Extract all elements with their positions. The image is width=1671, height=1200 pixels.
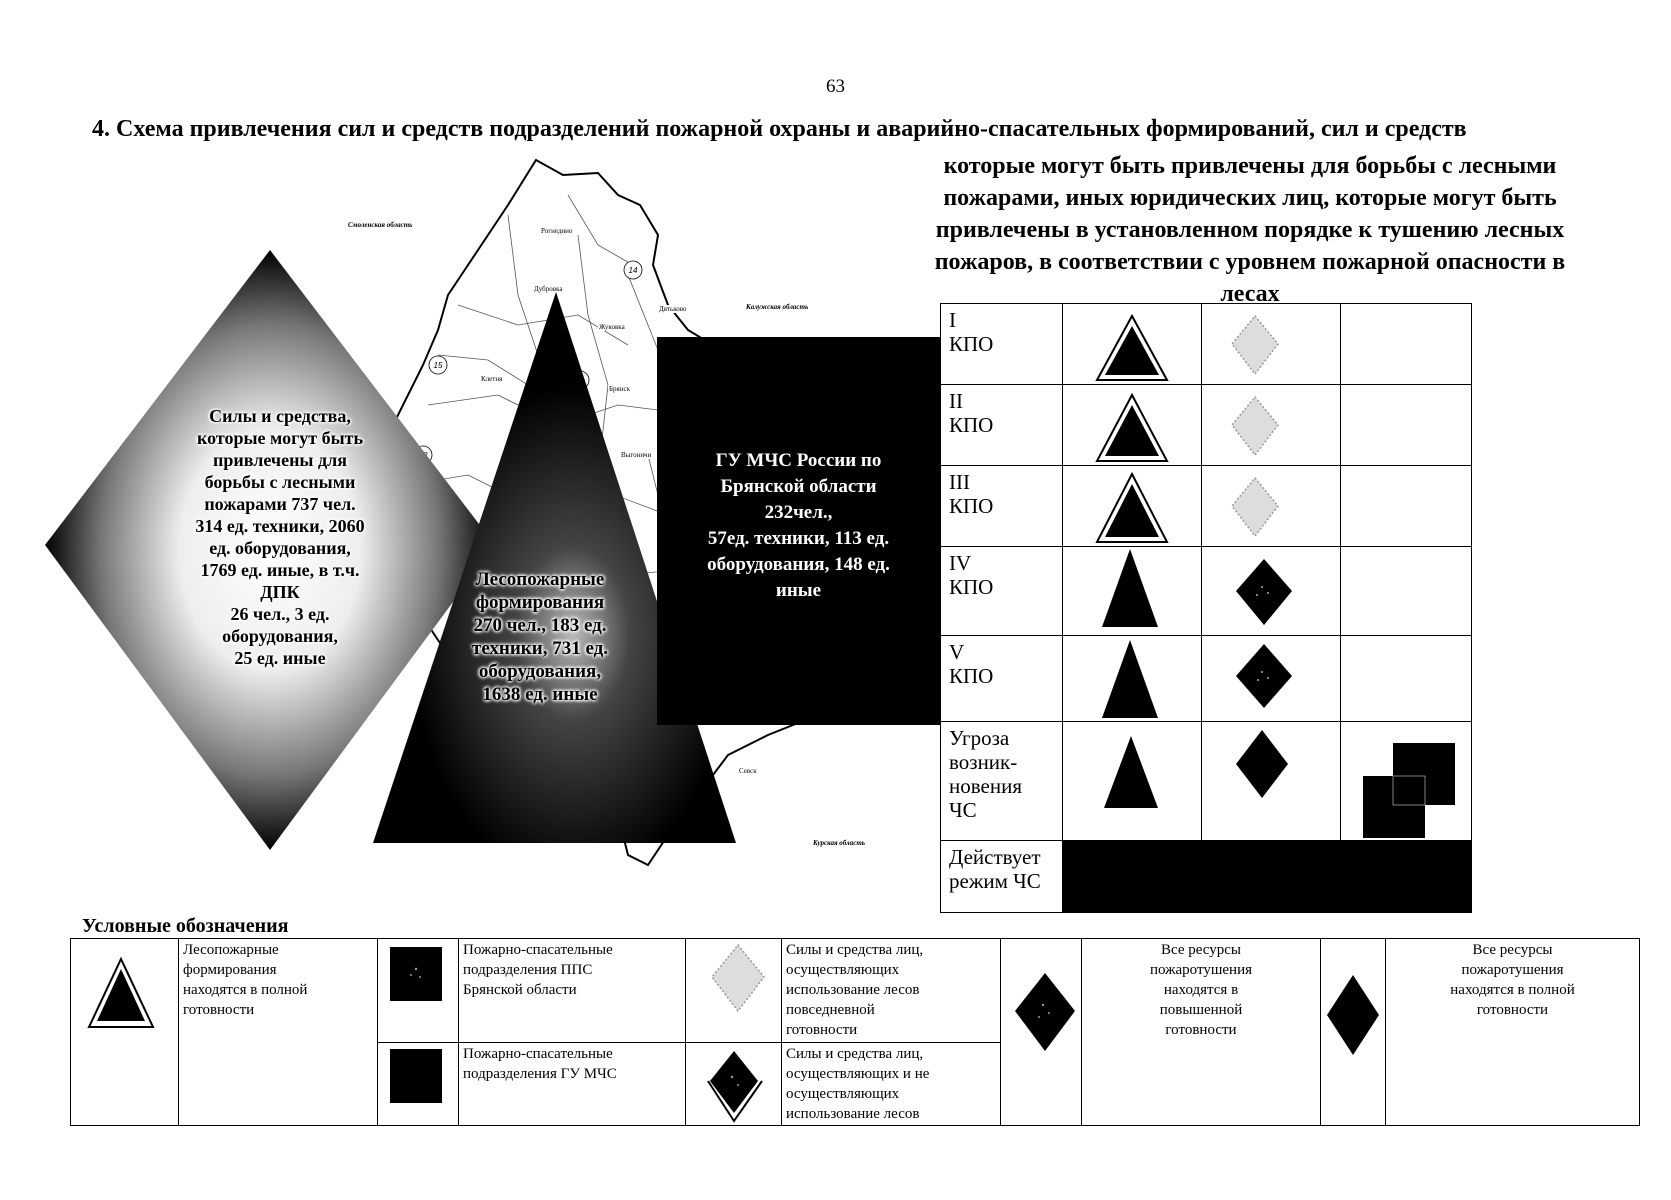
- level-row: [941, 722, 1472, 841]
- forest-users-summary: [160, 405, 400, 669]
- level-row: [941, 304, 1472, 385]
- level-numeral: II: [949, 389, 963, 413]
- legend-increased-readiness-icon: [1001, 939, 1082, 1126]
- solid-triangle-icon: [1063, 636, 1201, 722]
- summary-line: которые могут быть: [196, 428, 363, 448]
- legend-daily-users-text: [782, 939, 1001, 1043]
- emergency-row: [941, 841, 1472, 913]
- title-line: которые могут быть привлечены для борьбы с лесными: [943, 153, 1557, 179]
- solid-diamond-icon: [1202, 722, 1340, 841]
- light-diamond-icon: [1202, 466, 1340, 547]
- legend-line: пожаротушения: [1150, 962, 1252, 978]
- map-region-label: Смоленская область: [348, 221, 413, 229]
- legend-line: использование лесов: [786, 1106, 920, 1122]
- summary-line: Силы и средства,: [209, 406, 351, 426]
- legend-line: находятся в: [1163, 982, 1239, 998]
- summary-line: борьбы с лесными: [204, 472, 356, 492]
- summary-line: иные: [775, 580, 822, 601]
- dark-diamond-icon: [1202, 636, 1340, 722]
- legend-line: повышенной: [1159, 1002, 1243, 1018]
- legend-line: готовности: [786, 1022, 858, 1038]
- title-line: пожаров, в соответствии с уровнем пожарной опасности в: [934, 249, 1566, 275]
- level-row: [941, 385, 1472, 466]
- legend-forest-units-icon: [71, 939, 179, 1126]
- level-row: [941, 547, 1472, 636]
- legend-line: подразделения ГУ МЧС: [463, 1066, 617, 1082]
- legend-line: Все ресурсы: [1161, 942, 1241, 958]
- summary-line: техники, 731 ед.: [472, 638, 608, 659]
- summary-line: Лесопожарные: [475, 569, 605, 590]
- summary-line: оборудования, 148 ед.: [707, 554, 890, 575]
- legend-title: Условные обозначения: [82, 915, 289, 937]
- summary-line: ДПК: [260, 582, 300, 602]
- legend-line: готовности: [183, 1002, 255, 1018]
- map-town-label: Севск: [739, 767, 757, 775]
- district-number: 15: [433, 361, 443, 370]
- legend-line: осуществляющих: [786, 962, 900, 978]
- legend-line: готовности: [1476, 1002, 1549, 1018]
- summary-line: 232чел.,: [764, 502, 833, 523]
- level-abbrev: КПО: [949, 413, 994, 437]
- summary-line: ед. оборудования,: [209, 538, 351, 558]
- level-row: [941, 466, 1472, 547]
- summary-line: 25 ед. иные: [234, 648, 326, 668]
- summary-line: 26 чел., 3 ед.: [230, 604, 330, 624]
- map-region-label: Калужская область: [746, 303, 809, 311]
- map-town-label: Выгоничи: [621, 451, 652, 459]
- legend-line: осуществляющих и не: [786, 1066, 930, 1082]
- legend-line: осуществляющих: [786, 1086, 900, 1102]
- light-diamond-icon: [1202, 304, 1340, 385]
- map-town-label: Клетня: [481, 375, 503, 383]
- page-title-line1: 4. Схема привлечения сил и средств подразделений пожарной охраны и аварийно-спасательных формирований, сил и средств: [92, 116, 1467, 142]
- map-region-label: Курская область: [813, 839, 865, 847]
- summary-line: пожарами 737 чел.: [204, 494, 356, 514]
- level-abbrev: КПО: [949, 664, 994, 688]
- level-label-line: новения: [949, 774, 1022, 798]
- level-label-line: режим ЧС: [949, 869, 1041, 893]
- summary-line: Брянской области: [720, 476, 877, 497]
- solid-triangle-icon: [1063, 547, 1201, 636]
- level-label: [941, 304, 1063, 385]
- summary-line: 1638 ед. иные: [482, 684, 598, 705]
- summary-line: 314 ед. техники, 2060: [195, 516, 365, 536]
- level-label-line: ЧС: [949, 798, 977, 822]
- level-numeral: I: [949, 308, 956, 332]
- summary-line: привлечены для: [213, 450, 347, 470]
- legend-line: Брянской области: [463, 982, 577, 998]
- legend-other-users-icon: [686, 1043, 782, 1126]
- title-line: лесах: [1220, 281, 1280, 307]
- level-numeral: III: [949, 470, 970, 494]
- mchs-summary: [657, 448, 940, 604]
- legend-line: использование лесов: [786, 982, 920, 998]
- level-label-line: возник-: [949, 750, 1018, 774]
- district-number: 14: [628, 266, 638, 275]
- page-number: 63: [826, 76, 845, 97]
- summary-line: формирования: [475, 592, 605, 613]
- summary-line: оборудования,: [478, 661, 602, 682]
- title-line: привлечены в установленном порядке к тушению лесных: [935, 217, 1565, 243]
- level-abbrev: КПО: [949, 575, 994, 599]
- dark-diamond-icon: [1202, 547, 1340, 636]
- legend-pps-text: [459, 939, 686, 1043]
- legend-line: Все ресурсы: [1472, 942, 1553, 958]
- legend-line: подразделения ППС: [463, 962, 593, 978]
- fire-danger-level-table: [940, 303, 1472, 913]
- map-town-label: Рогнедино: [541, 227, 573, 235]
- legend-daily-users-icon: [686, 939, 782, 1043]
- outlined-triangle-icon: [1063, 385, 1201, 466]
- solid-triangle-icon: [1063, 722, 1201, 841]
- legend-line: Силы и средства лиц,: [786, 1046, 924, 1062]
- summary-line: оборудования,: [222, 626, 338, 646]
- legend-other-users-text: [782, 1043, 1001, 1126]
- level-abbrev: КПО: [949, 494, 994, 518]
- level-label-line: Действует: [949, 845, 1041, 869]
- outlined-triangle-icon: [1063, 466, 1201, 547]
- map-town-label: Жуковка: [599, 323, 625, 331]
- summary-line: 57ед. техники, 113 ед.: [707, 528, 890, 549]
- legend-increased-readiness-text: [1082, 939, 1321, 1126]
- legend-forest-units-text: [179, 939, 378, 1126]
- legend-line: формирования: [183, 962, 277, 978]
- legend-mchs-icon: [378, 1043, 459, 1126]
- level-label: [941, 841, 1063, 913]
- level-label: [941, 547, 1063, 636]
- summary-line: 270 чел., 183 ед.: [473, 615, 607, 636]
- forest-units-summary: [440, 568, 640, 706]
- map-town-label: Дятьково: [659, 305, 687, 313]
- outlined-triangle-icon: [1063, 304, 1201, 385]
- summary-line: 1769 ед. иные, в т.ч.: [200, 560, 360, 580]
- level-numeral: V: [949, 640, 965, 664]
- legend-full-readiness-text: [1386, 939, 1640, 1126]
- legend-line: Пожарно-спасательные: [463, 942, 613, 958]
- light-diamond-icon: [1202, 385, 1340, 466]
- legend-line: Пожарно-спасательные: [463, 1046, 613, 1062]
- map-town-label: Брянск: [609, 385, 630, 393]
- level-numeral: IV: [949, 551, 972, 575]
- level-label-line: Угроза: [949, 726, 1010, 750]
- summary-line: ГУ МЧС России по: [715, 450, 882, 471]
- legend-line: готовности: [1165, 1022, 1237, 1038]
- legend-line: находятся в полной: [183, 982, 308, 998]
- level-row: [941, 636, 1472, 722]
- level-abbrev: КПО: [949, 332, 994, 356]
- level-label: [941, 466, 1063, 547]
- level-label: [941, 636, 1063, 722]
- emergency-mode-fill: [1063, 841, 1472, 913]
- legend-line: Силы и средства лиц,: [786, 942, 924, 958]
- legend-mchs-text: [459, 1043, 686, 1126]
- mchs-squares-icon: [1341, 722, 1471, 841]
- map-town-label: Дубровка: [534, 285, 563, 293]
- legend-line: повседневной: [786, 1002, 875, 1018]
- legend-table: [70, 938, 1640, 1126]
- legend-line: пожаротушения: [1461, 962, 1564, 978]
- legend-full-readiness-icon: [1321, 939, 1386, 1126]
- level-label: [941, 385, 1063, 466]
- legend-line: Лесопожарные: [183, 942, 279, 958]
- legend-pps-icon: [378, 939, 459, 1043]
- level-label: [941, 722, 1063, 841]
- legend-line: находятся в полной: [1450, 982, 1575, 998]
- title-line: пожарами, иных юридических лиц, которые могут быть: [943, 185, 1557, 211]
